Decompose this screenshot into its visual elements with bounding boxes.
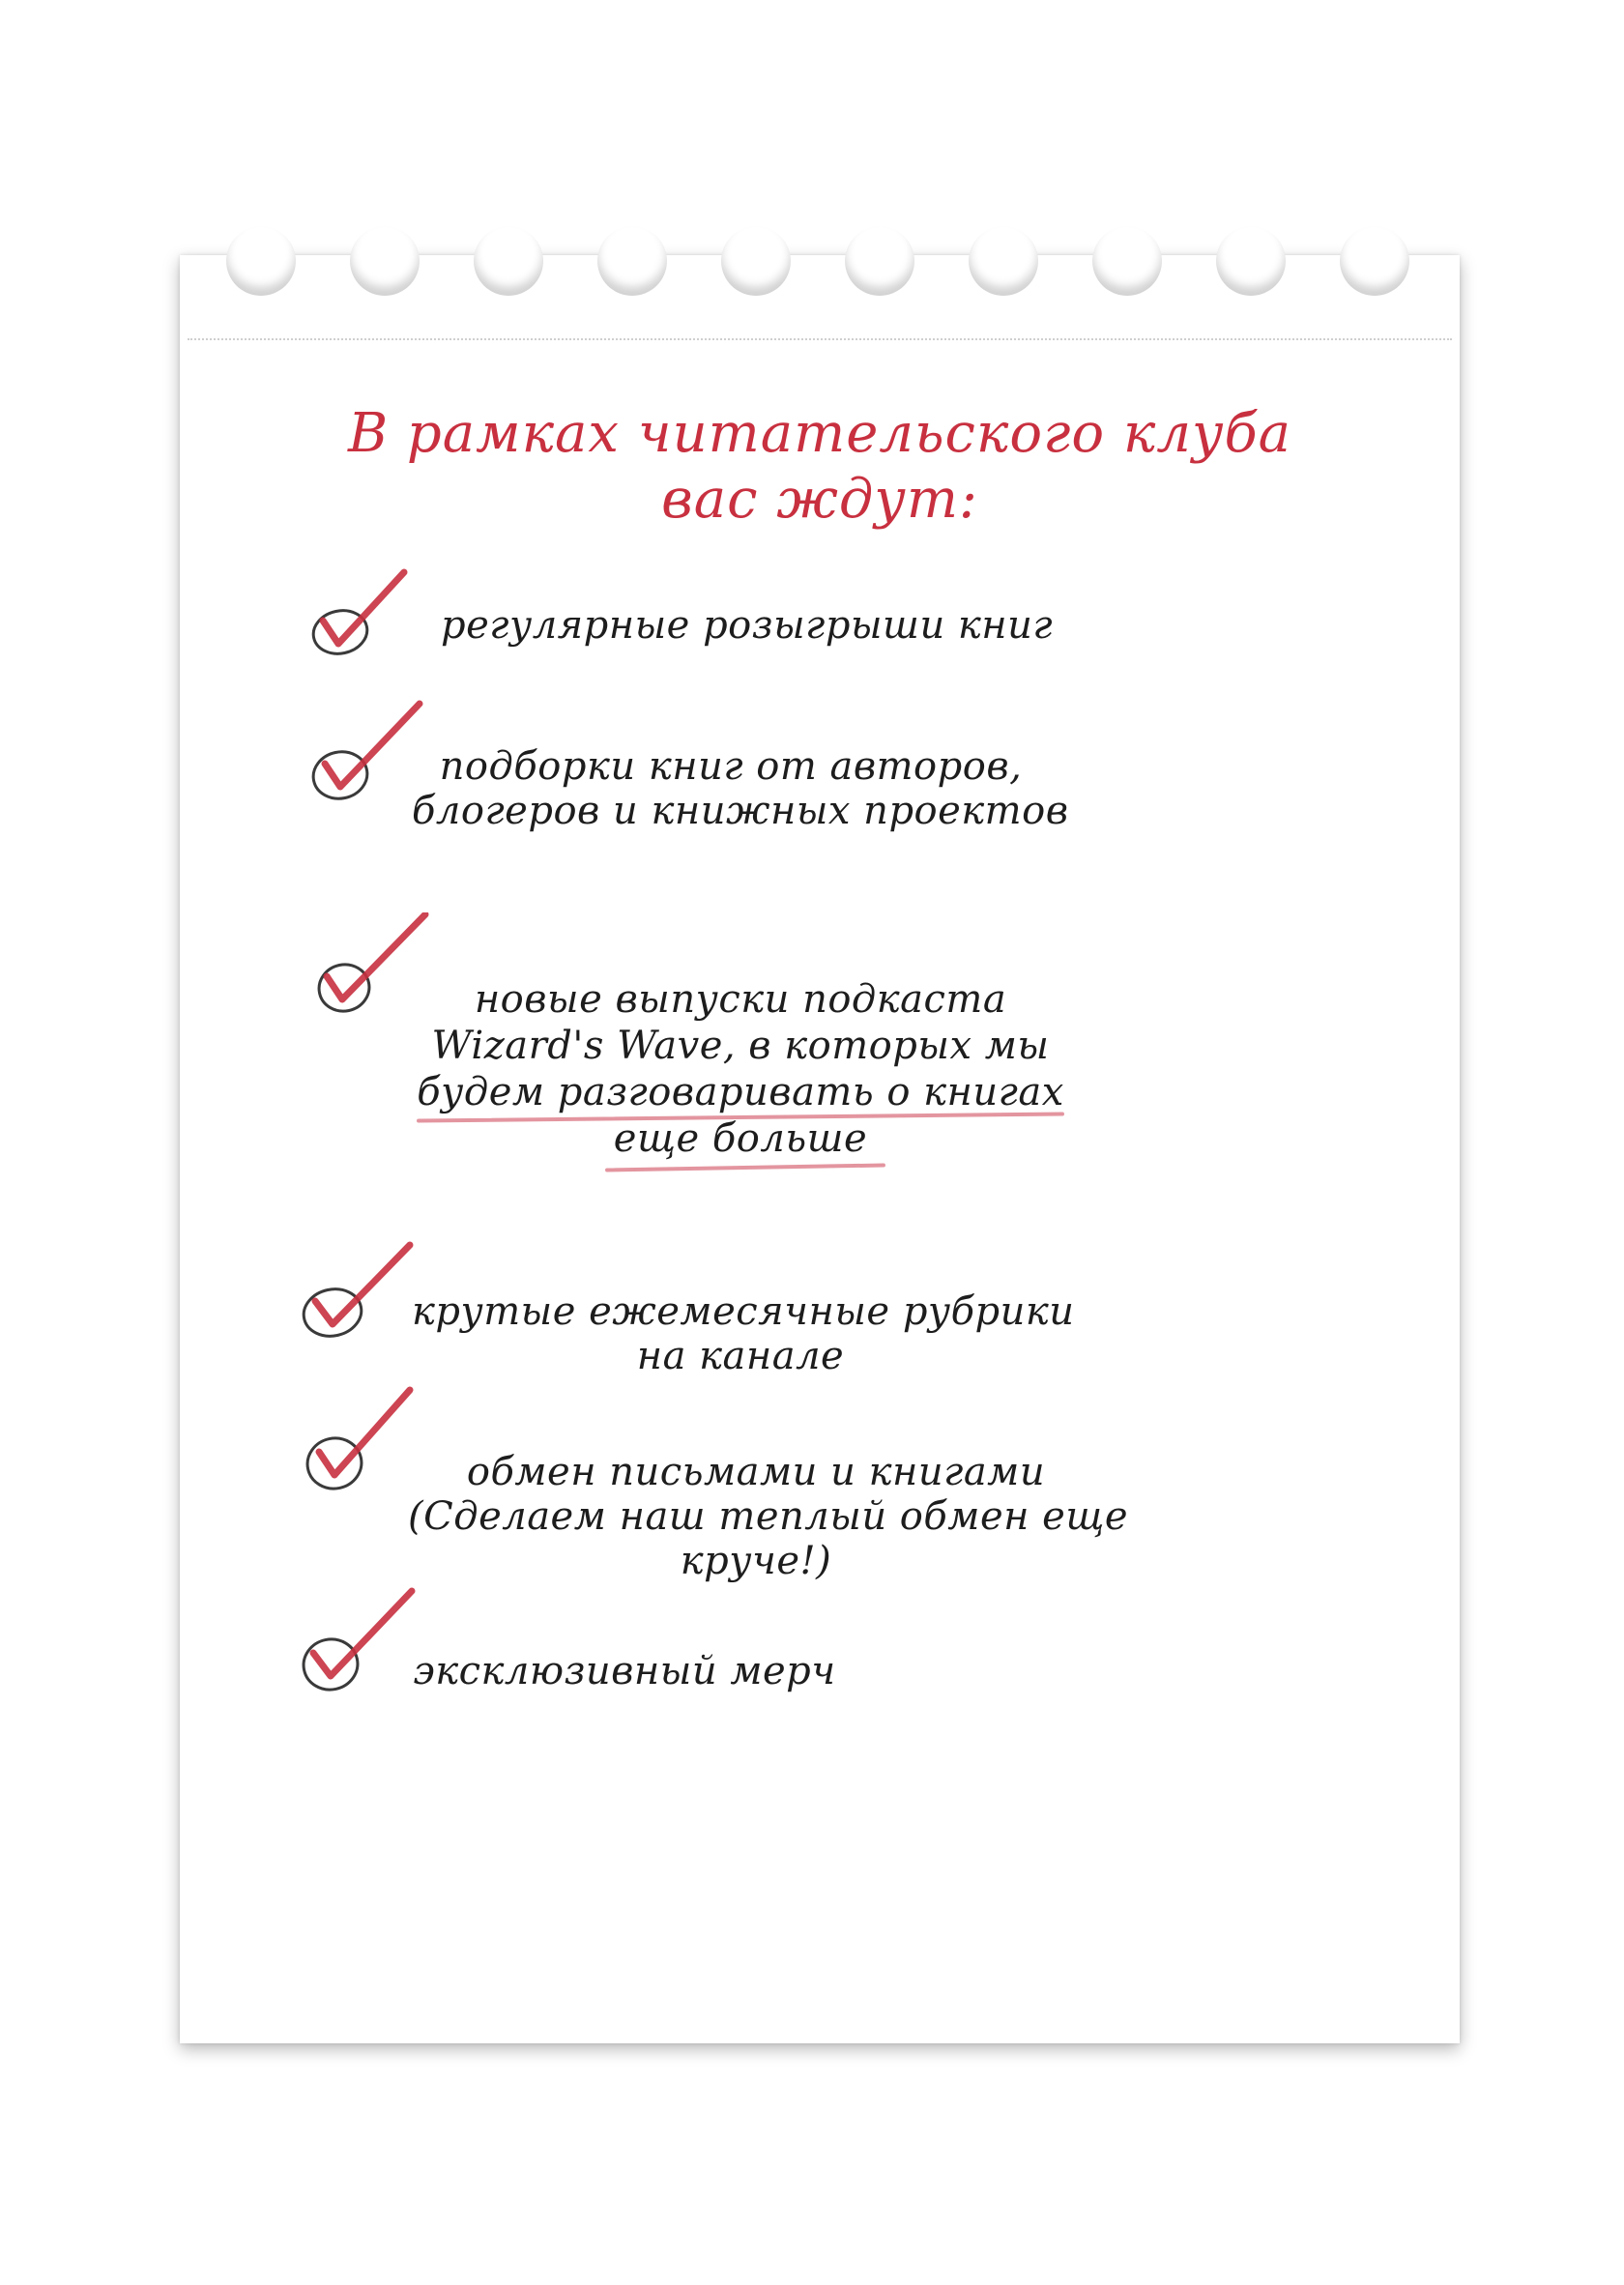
check-circle-icon <box>296 700 431 816</box>
page-title-line-2: вас ждут: <box>661 468 978 531</box>
notepad-sheet <box>180 255 1460 2043</box>
check-circle-icon <box>290 1382 425 1498</box>
check-circle-icon <box>296 564 431 680</box>
list-item-text <box>412 744 1069 833</box>
list-item-text <box>408 1450 1129 1583</box>
hole <box>1340 226 1409 296</box>
highlight-underline <box>605 1163 885 1171</box>
page-title-line-1: В рамках читательского клуба <box>347 402 1292 465</box>
hole <box>721 226 791 296</box>
check-circle-icon <box>288 1239 423 1355</box>
item-line: на канале <box>636 1334 845 1378</box>
list-item-text <box>412 976 1069 1162</box>
item-line: блогеров и книжных проектов <box>412 789 1069 833</box>
item-line: новые выпуски подкаста <box>474 977 1007 1022</box>
item-line: Wizard's Wave, в которых мы <box>431 1024 1050 1068</box>
hole <box>969 226 1038 296</box>
item-line: еще больше <box>613 1116 868 1161</box>
item-line: круче!) <box>680 1539 832 1583</box>
hole <box>845 226 914 296</box>
item-line: будем разговаривать о книгах <box>417 1070 1064 1114</box>
list-item-text <box>412 1289 1075 1378</box>
list-item-text <box>441 603 1054 648</box>
item-line: крутые ежемесячные рубрики <box>412 1289 1075 1334</box>
spiral-holes <box>180 255 1460 313</box>
hole <box>597 226 667 296</box>
hole <box>226 226 296 296</box>
hole <box>1216 226 1286 296</box>
hole <box>1092 226 1162 296</box>
hole <box>474 226 543 296</box>
list-item-text <box>412 1649 837 1693</box>
perforation-line <box>188 338 1452 340</box>
hole <box>350 226 420 296</box>
item-line: подборки книг от авторов, <box>439 744 1023 789</box>
item-line: регулярные розыгрыши книг <box>441 603 1054 648</box>
item-line: (Сделаем наш теплый обмен еще <box>408 1494 1129 1539</box>
item-line: обмен письмами и книгами <box>466 1450 1046 1494</box>
item-line: эксклюзивный мерч <box>413 1649 836 1693</box>
check-circle-icon <box>286 1587 421 1703</box>
